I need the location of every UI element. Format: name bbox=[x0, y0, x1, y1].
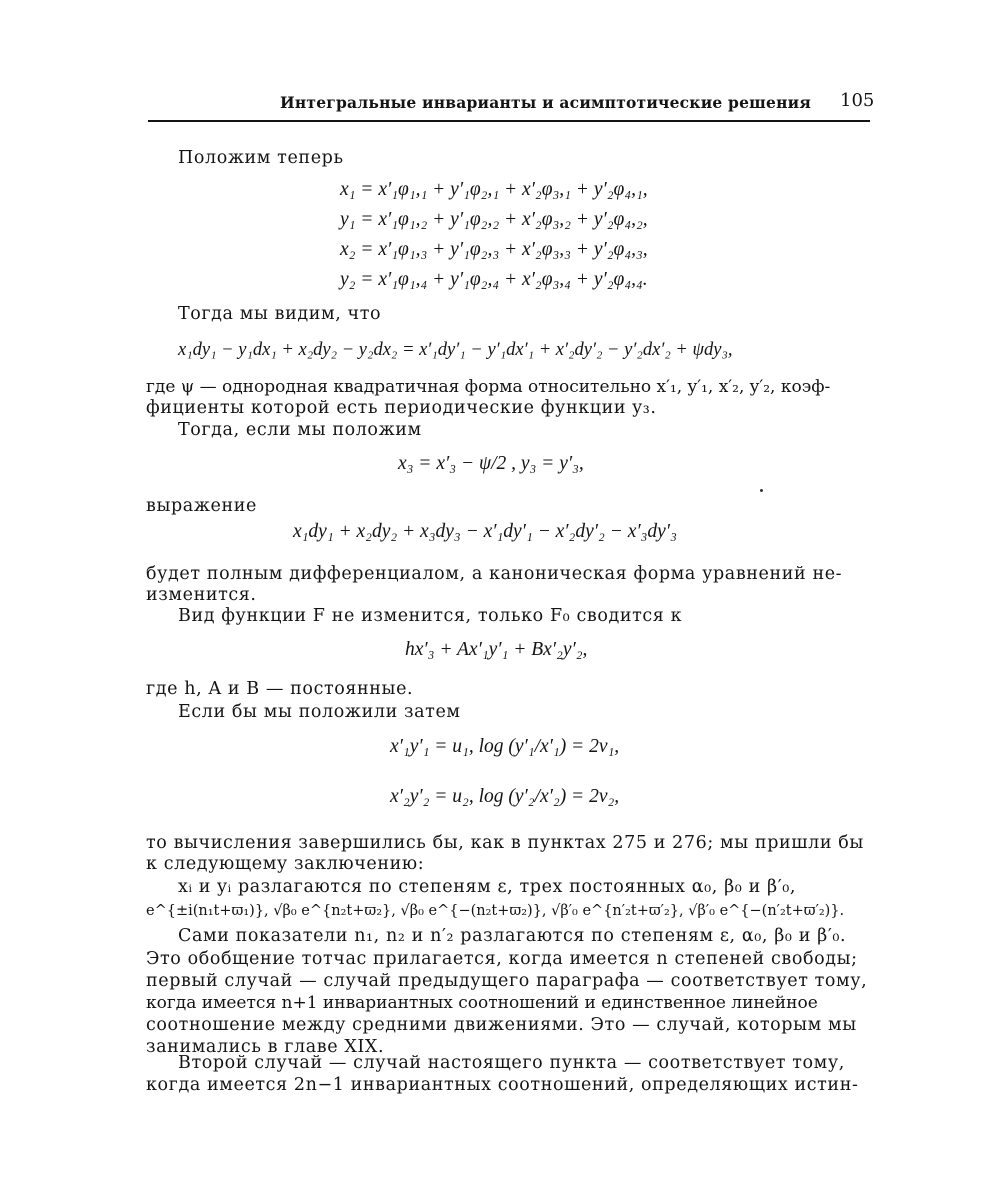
equation-expression: x₁dy₁ + x₂dy₂ + x₃dy₃ − x′₁dy′₁ − x′₂dy′₂ − x′₃dy′₃ bbox=[293, 521, 677, 542]
paragraph-line: Тогда, если мы положим bbox=[178, 420, 422, 440]
paragraph-line: выражение bbox=[146, 496, 257, 516]
paragraph-line: первый случай — случай предыдущего параграфа — соответствует тому, bbox=[146, 971, 868, 991]
paragraph-line: когда имеется 2n−1 инвариантных соотношений, определяющих истин- bbox=[146, 1075, 859, 1095]
equation-system-line-3: x₂ = x′₁φ₁,₃ + y′₁φ₂,₃ + x′₂φ₃,₃ + y′₂φ₄,₃, bbox=[340, 239, 648, 260]
paragraph-line: изменится. bbox=[146, 585, 257, 605]
equation-system-line-1: x₁ = x′₁φ₁,₁ + y′₁φ₂,₁ + x′₂φ₃,₁ + y′₂φ₄,₁, bbox=[340, 179, 648, 200]
paragraph-line: Если бы мы положили затем bbox=[178, 702, 461, 722]
paragraph-line: Второй случай — случай настоящего пункта — соответствует тому, bbox=[178, 1053, 845, 1073]
equation-u2: x′₂y′₂ = u₂, log (y′₂/x′₂) = 2v₂, bbox=[390, 786, 620, 807]
paragraph-line: xᵢ и yᵢ разлагаются по степеням ε, трех постоянных α₀, β₀ и β′₀, bbox=[178, 877, 797, 897]
equation-differential: x₁dy₁ − y₁dx₁ + x₂dy₂ − y₂dx₂ = x′₁dy′₁ − y′₁dx′₁ + x′₂dy′₂ − y′₂dx′₂ + ψdy₃, bbox=[178, 340, 733, 360]
paragraph-line: то вычисления завершились бы, как в пунктах 275 и 276; мы пришли бы bbox=[146, 833, 864, 853]
paragraph-line: будет полным дифференциалом, а каноническая форма уравнений не- bbox=[146, 564, 843, 584]
equation-u1: x′₁y′₁ = u₁, log (y′₁/x′₁) = 2v₁, bbox=[390, 736, 620, 757]
page-number: 105 bbox=[840, 90, 875, 111]
paragraph-line: e^{±i(n₁t+ϖ₁)}, √β₀ e^{n₂t+ϖ₂}, √β₀ e^{−(n₂t+ϖ₂)}, √β′₀ e^{n′₂t+ϖ′₂}, √β′₀ e^{−(n′₂t+ϖ′₂)}. bbox=[146, 903, 845, 919]
header-rule bbox=[148, 120, 870, 122]
paragraph-line: Тогда мы видим, что bbox=[178, 304, 382, 324]
paragraph-line: занимались в главе XIX. bbox=[146, 1037, 385, 1057]
paragraph-line: к следующему заключению: bbox=[146, 854, 425, 874]
paragraph-line: фициенты которой есть периодические функции y₃. bbox=[146, 398, 657, 418]
paragraph-line: соотношение между средними движениями. Это — случай, которым мы bbox=[146, 1015, 857, 1035]
paragraph-line: когда имеется n+1 инвариантных соотношений и единственное линейное bbox=[146, 993, 818, 1013]
equation-substitution: x₃ = x′₃ − ψ/2 , y₃ = y′₃, bbox=[398, 453, 584, 474]
paragraph-line: Положим теперь bbox=[178, 148, 344, 168]
equation-system-line-4: y₂ = x′₁φ₁,₄ + y′₁φ₂,₄ + x′₂φ₃,₄ + y′₂φ₄,₄. bbox=[340, 269, 648, 290]
equation-system-line-2: y₁ = x′₁φ₁,₂ + y′₁φ₂,₂ + x′₂φ₃,₂ + y′₂φ₄,₂, bbox=[340, 209, 648, 230]
paragraph-line: Это обобщение тотчас прилагается, когда имеется n степеней свободы; bbox=[146, 949, 858, 969]
paragraph-line: где h, A и B — постоянные. bbox=[146, 679, 414, 699]
running-header-title: Интегральные инварианты и асимптотические решения bbox=[280, 93, 811, 112]
paragraph-line: Сами показатели n₁, n₂ и n′₂ разлагаются по степеням ε, α₀, β₀ и β′₀. bbox=[178, 926, 847, 946]
stray-dot bbox=[760, 489, 763, 492]
paragraph-line: Вид функции F не изменится, только F₀ сводится к bbox=[178, 606, 683, 626]
paragraph-line: где ψ — однородная квадратичная форма относительно x′₁, y′₁, x′₂, y′₂, коэф- bbox=[146, 377, 831, 397]
equation-F0: hx′₃ + Ax′₁y′₁ + Bx′₂y′₂, bbox=[405, 639, 588, 660]
